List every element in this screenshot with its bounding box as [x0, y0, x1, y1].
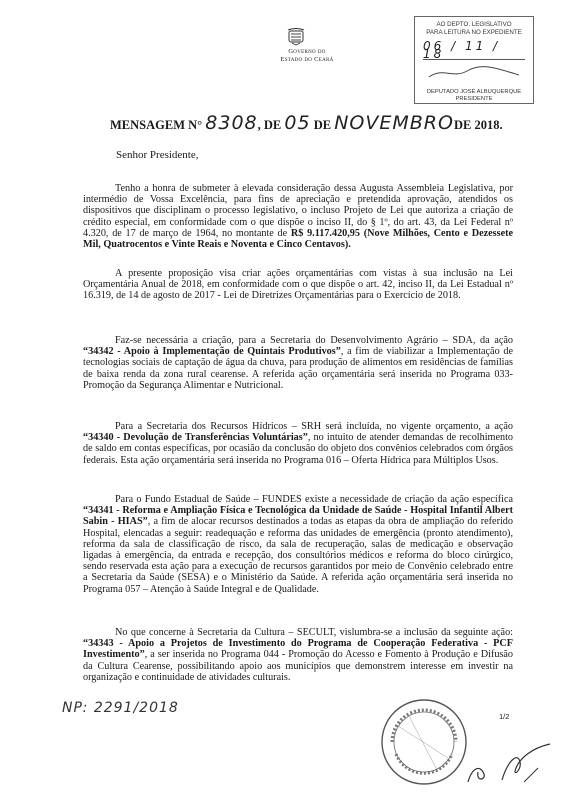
government-line1: Governo do [288, 48, 326, 55]
np-handwritten: NP: 2291/2018 [62, 700, 179, 716]
government-header [266, 48, 348, 64]
message-de-1: , DE [257, 118, 282, 132]
paragraph-5-action: “34341 - Reforma e Ampliação Física e Tecnológica da Unidade de Saúde - Hospital Infantil Albert Sabin - HIAS” [83, 505, 513, 528]
stamp-line3: DEPUTADO JOSÉ ALBUQUERQUE [426, 89, 522, 95]
stamp-date-handwritten: 06 / 11 / 18 [423, 43, 525, 60]
government-line2: Estado do Ceará [280, 56, 334, 63]
state-coat-of-arms-icon [286, 28, 306, 46]
paragraph-6-text-a: No que concerne à Secretaria da Cultura – SECULT, vislumbra-se a inclusão da seguinte ação: [115, 627, 513, 638]
receipt-stamp [414, 16, 534, 104]
paragraph-4 [83, 421, 513, 466]
message-month-handwritten: NOVEMBRO [334, 112, 454, 134]
paragraph-4-text-c: , no intuito de atender demandas de recolhimento de saldo em contas específicas, por ocasião da conclusão do objeto dos convênios celebrados com órgãos federais. Esta ação orçamentária será inserida no Programa 016 – Oferta Hídrica para Múltiplos Usos. [83, 432, 514, 466]
message-day-handwritten: 05 [284, 112, 311, 134]
message-year: DE 2018. [453, 118, 503, 132]
stamp-line4: PRESIDENTE [455, 95, 493, 102]
message-label: MENSAGEM N° [110, 118, 203, 132]
message-number-handwritten: 8308 [205, 112, 258, 134]
page-number: 1/2 [499, 712, 510, 721]
greeting: Senhor Presidente, [116, 149, 199, 161]
paragraph-6 [83, 627, 513, 683]
paragraph-2 [83, 268, 513, 302]
paragraph-5-text-a: Para o Fundo Estadual de Saúde – FUNDES existe a necessidade de criação da ação específica [115, 494, 513, 505]
message-title [110, 112, 510, 134]
paragraph-6-text-c: , a ser inserida no Programa 044 - Promoção do Acesso e Fomento à Produção e Difusão da Cultura Cearense, possibilitando apoio aos municípios que demonstrem interesse em investir na organização e continuidade de atividades culturais. [83, 649, 513, 683]
stamp-line2: PARA LEITURA NO EXPEDIENTE [426, 29, 522, 36]
paragraph-6-action: “34343 - Apoio a Projetos de Investimento do Programa de Cooperação Federativa - PCF Investimento” [83, 638, 513, 661]
stamp-signer [417, 89, 531, 102]
paragraph-5-text-c: , a fim de alocar recursos destinados a todas as etapas da obra de ampliação do referido Hospital, elencadas a seguir: readequação e reforma das unidades de emergência (pronto atendimento), reforma da sala de classificação de risco, da sala de recuperação, salas de medicação e observação ligadas à emergência, da entrada e recepção, dos consultórios médicos e reforma do bloco cirúrgico, sendo reservada esta ação para a execução de recursos garantidos por meio de Convênio celebrado entre a Secretaria da Saúde (SESA) e o Ministério da Saúde. A referida ação orçamentária será inserida no Programa 057 – Atenção à Saúde Integral e de Qualidade. [83, 516, 513, 595]
paragraph-1-amount: R$ 9.117.420,95 (Nove Milhões, Cento e Dezessete Mil, Quatrocentos e Vinte Reais e Noventa e Cinco Centavos). [83, 227, 514, 251]
paragraph-2-text: A presente proposição visa criar ações orçamentárias com vistas à sua inclusão na Lei Orçamentária Anual de 2018, em conformidade com o que dispõe o art. 42, inciso II, da Lei Estadual nº 16.319, de 14 de agosto de 2017 - Lei de Diretrizes Orçamentárias para o Exercício de 2018. [83, 268, 513, 302]
paragraph-3-action: “34342 - Apoio à Implementação de Quintais Produtivos” [83, 346, 341, 358]
handwritten-signature-icon [458, 738, 558, 788]
paragraph-5 [83, 494, 513, 595]
paragraph-3 [83, 335, 513, 391]
paragraph-1 [83, 183, 513, 250]
paragraph-1-text: Tenho a honra de submeter à elevada consideração dessa Augusta Assembleia Legislativa, por intermédio de Vossa Excelência, para fins de apreciação e pretendida aprovação, atendidos os dispositivos que disciplinam o processo legislativo, o incluso Projeto de Lei que autoriza a criação de crédito especial, em conformidade com o que dispõe o inciso II, do § 1º, do art. 43, da Lei Federal nº 4.320, de 17 de março de 1964, no montante de [83, 183, 513, 239]
round-official-seal-icon [378, 696, 470, 788]
stamp-line1: AO DEPTO. LEGISLATIVO [436, 21, 512, 28]
paragraph-4-action: “34340 - Devolução de Transferências Voluntárias” [83, 432, 308, 444]
paragraph-4-text-a: Para a Secretaria dos Recursos Hídricos – SRH será incluída, no vigente orçamento, a ação [115, 421, 513, 432]
paragraph-3-text-c: , a fim de viabilizar a Implementação de tecnologias sociais de captação de água da chuva, para produção de alimentos em residências de famílias de baixa renda da zona rural cearense. A referida ação orçamentária será inserida no Programa 033- Promoção da Segurança Alimentar e Nutricional. [83, 346, 513, 391]
message-de-2: DE [313, 118, 332, 132]
paragraph-3-text-a: Faz-se necessária a criação, para a Secretaria do Desenvolvimento Agrário – SDA, da ação [115, 335, 513, 346]
stamp-signature-icon [423, 65, 525, 81]
